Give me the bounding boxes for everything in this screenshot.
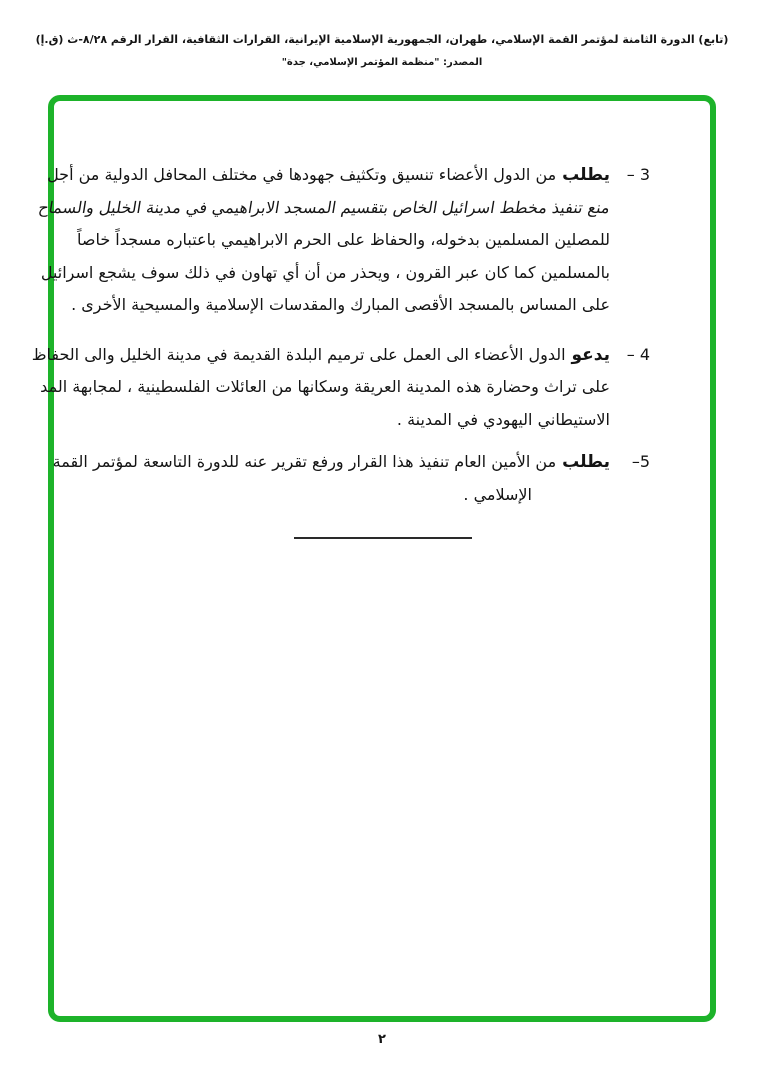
- section-divider: [294, 537, 472, 539]
- resolution-item-4: [31, 339, 650, 437]
- text-line: بالمسلمين كما كان عبر القرون ، ويحذر من أن أي تهاون في ذلك سوف يشجع اسرائيل: [40, 262, 610, 282]
- page-number: ٢: [378, 1032, 386, 1047]
- document-header: [0, 0, 764, 72]
- resolution-item-3: [36, 159, 650, 322]
- text-line: منع تنفيذ مخطط اسرائيل الخاص بتقسيم المسجد الابراهيمي في مدينة الخليل والسماح: [36, 197, 610, 217]
- lead-word: يطلب: [556, 452, 610, 472]
- item-body: [31, 339, 610, 437]
- text-line: الإسلامي .: [463, 484, 532, 504]
- resolution-item-5: [52, 446, 650, 511]
- lead-word: يطلب: [556, 165, 610, 185]
- item-number: 4 –: [626, 344, 650, 364]
- document-frame: [31, 95, 716, 1022]
- text-line: على المساس بالمسجد الأقصى المبارك والمقدسات الإسلامية والمسيحية الأخرى .: [71, 295, 610, 314]
- text-line: الاستيطاني اليهودي في المدينة .: [396, 409, 610, 429]
- resolution-items: [31, 159, 650, 511]
- item-body: [36, 159, 610, 322]
- text-line: يدعو الدول الأعضاء الى العمل على ترميم البلدة القديمة في مدينة الخليل والى الحفاظ: [31, 344, 610, 365]
- item-body: [52, 446, 610, 511]
- header-title: (تابع) الدورة الثامنة لمؤتمر القمة الإسلامي، طهران، الجمهورية الإسلامية الإيرانية، القرارات الثقافية، القرار الرقم ٨/٢٨-ث (ق.إ): [35, 33, 729, 46]
- text-line: للمصلين المسلمين بدخوله، والحفاظ على الحرم الابراهيمي باعتباره مسجداً خاصاً: [76, 230, 610, 249]
- item-number: 5–: [631, 452, 650, 471]
- lead-word: يدعو: [565, 344, 610, 365]
- text-line: يطلب من الدول الأعضاء تنسيق وتكثيف جهودها في مختلف المحافل الدولية من أجل: [47, 165, 610, 185]
- item-number: 3 –: [626, 165, 650, 184]
- header-source-line: المصدر: "منظمة المؤتمر الإسلامي، جدة": [281, 57, 483, 68]
- text-line: على تراث وحضارة هذه المدينة العريقة وسكانها من العائلات الفلسطينية ، لمجابهة المد: [40, 377, 610, 396]
- text-line: يطلب من الأمين العام تنفيذ هذا القرار ورفع تقرير عنه للدورة التاسعة لمؤتمر القمة: [52, 452, 610, 472]
